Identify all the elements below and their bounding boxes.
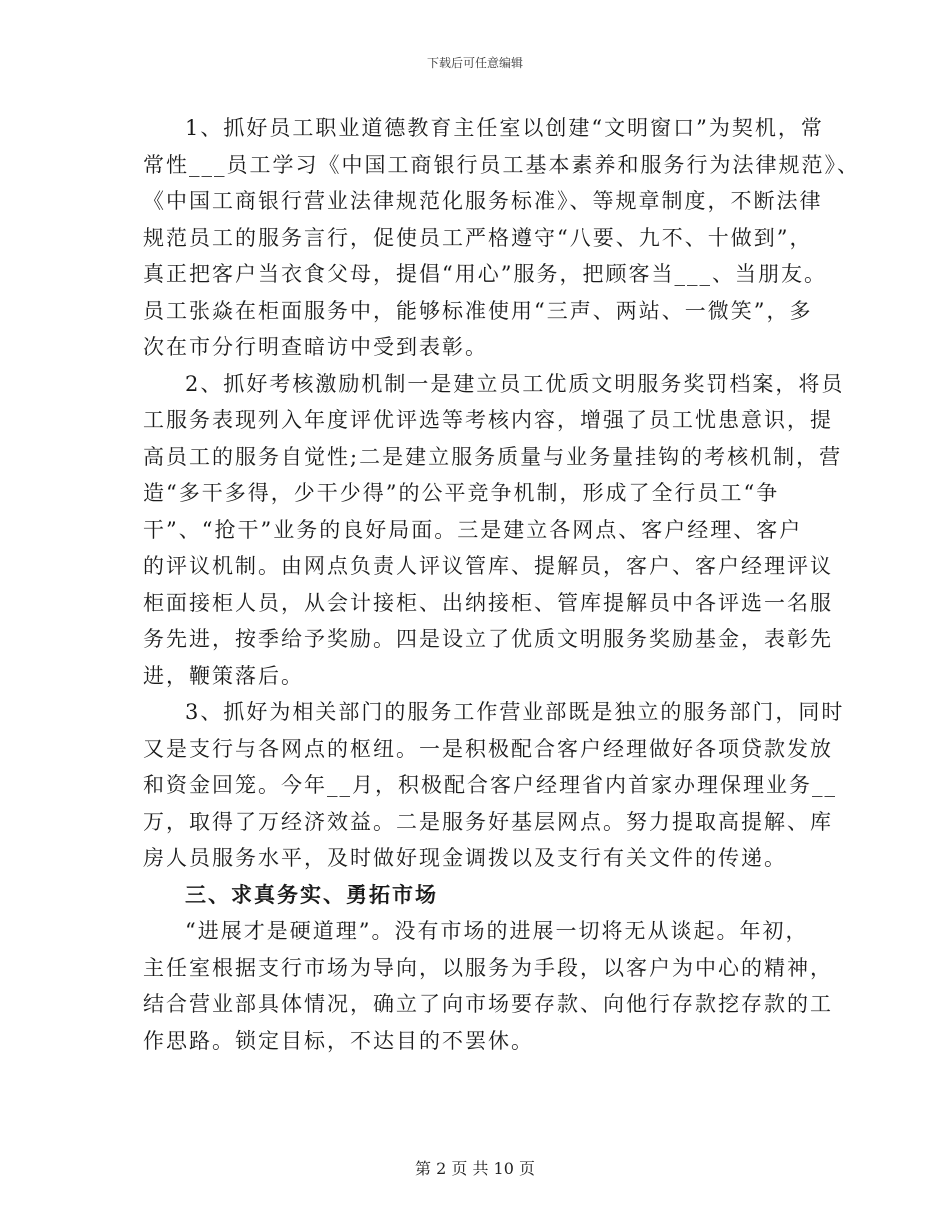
paragraph-line: 又是支行与各网点的枢纽。一是积极配合客户经理做好各项贷款发放	[143, 736, 833, 761]
page-header: 下载后可任意编辑	[426, 56, 523, 70]
paragraph-line: 1、抓好员工职业道德教育主任室以创建“文明窗口”为契机，常	[185, 116, 824, 140]
paragraph-line: 常性___员工学习《中国工商银行员工基本素养和服务行为法律规范》、	[143, 152, 860, 177]
paragraph-line: 柜面接柜人员，从会计接柜、出纳接柜、管库提解员中各评选一名服	[143, 590, 833, 615]
paragraph-1	[143, 110, 860, 366]
paragraph-line: 干”、“抢干”业务的良好局面。三是建立各网点、客户经理、客户	[143, 517, 803, 542]
paragraph-line: 规范员工的服务言行，促使员工严格遵守“八要、九不、十做到”，	[143, 225, 813, 250]
paragraph-2	[143, 366, 845, 695]
paragraph-line: 和资金回笼。今年__月，积极配合客户经理省内首家办理保理业务__	[143, 773, 837, 797]
page-number: 第 2 页 共 10 页	[415, 1159, 535, 1178]
paragraph-line: 工服务表现列入年度评优评选等考核内容，增强了员工忧患意识，提	[143, 408, 833, 432]
section-heading: 三、求真务实、勇拓市场	[185, 881, 438, 907]
paragraph-line: 结合营业部具体情况，确立了向市场要存款、向他行存款挖存款的工	[143, 992, 833, 1016]
paragraph-line: 造“多干多得，少干少得”的公平竞争机制，形成了全行员工“争	[143, 481, 780, 505]
paragraph-line: 作思路。锁定目标，不达目的不罢休。	[143, 1028, 534, 1053]
paragraph-line: 3、抓好为相关部门的服务工作营业部既是独立的服务部门，同时	[185, 700, 845, 724]
paragraph-line: 次在市分行明查暗访中受到表彰。	[143, 335, 488, 359]
paragraph-line: 务先进，按季给予奖励。四是设立了优质文明服务奖励基金，表彰先	[143, 627, 833, 651]
paragraph-line: 主任室根据支行市场为导向，以服务为手段，以客户为中心的精神，	[143, 955, 833, 980]
paragraph-3	[143, 694, 845, 877]
paragraph-line: 员工张焱在柜面服务中，能够标准使用“三声、两站、一微笑”，多	[143, 298, 813, 323]
paragraph-4	[143, 913, 833, 1059]
paragraph-line: 《中国工商银行营业法律规范化服务标准》、等规章制度，不断法律	[143, 189, 823, 213]
paragraph-line: 高员工的服务自觉性;二是建立服务质量与业务量挂钩的考核机制，营	[143, 444, 843, 469]
paragraph-line: 万，取得了万经济效益。二是服务好基层网点。努力提取高提解、库	[143, 809, 833, 834]
paragraph-line: 真正把客户当衣食父母，提倡“用心”服务，把顾客当___、当朋友。	[143, 262, 827, 286]
paragraph-line: 进，鞭策落后。	[143, 663, 304, 688]
paragraph-line: 房人员服务水平，及时做好现金调拨以及支行有关文件的传递。	[143, 846, 787, 870]
document-body	[143, 110, 860, 1059]
paragraph-line: 的评议机制。由网点负责人评议管库、提解员，客户、客户经理评议	[143, 554, 833, 578]
paragraph-line: “进展才是硬道理”。没有市场的进展一切将无从谈起。年初，	[185, 919, 809, 943]
paragraph-line: 2、抓好考核激励机制一是建立员工优质文明服务奖罚档案，将员	[185, 371, 845, 396]
